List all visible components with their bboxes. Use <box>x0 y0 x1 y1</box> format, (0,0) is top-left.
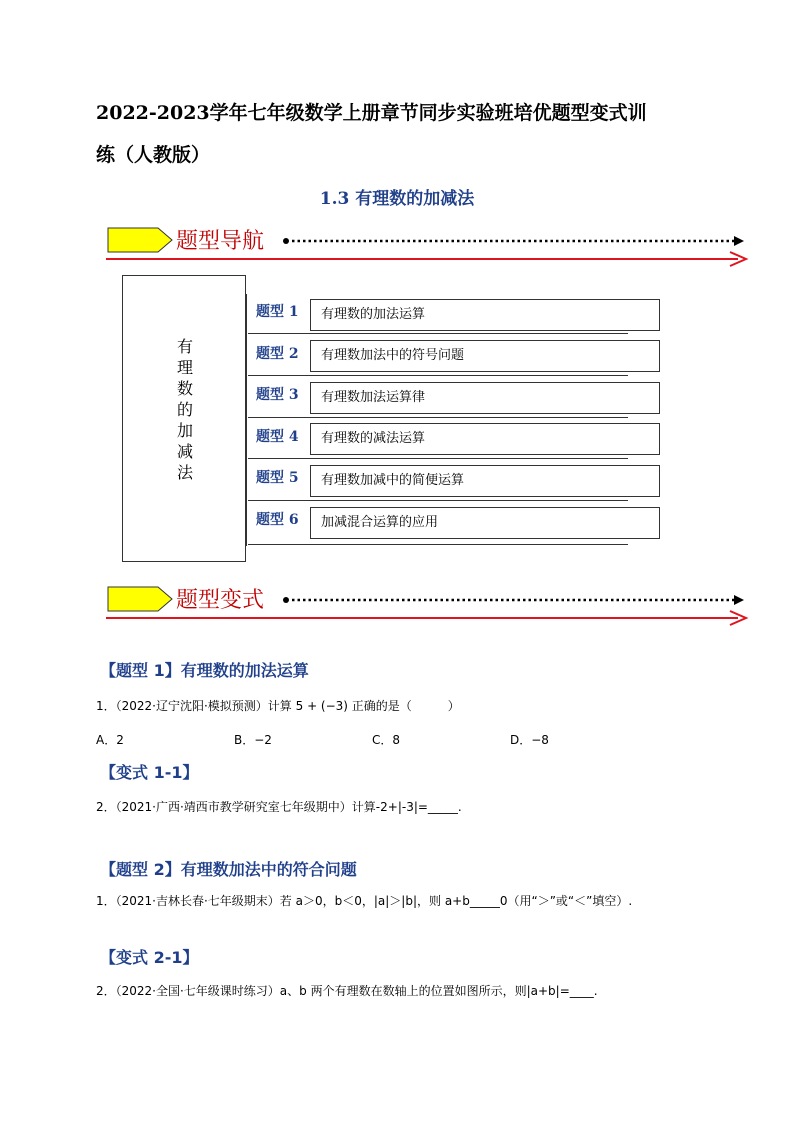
nav-item-label-6: 题型 6 <box>256 512 299 528</box>
question-1-1: 1．（2022·辽宁沈阳·模拟预测）计算 5 + (−3) 正确的是（ ） <box>96 699 460 713</box>
nav-row-divider <box>248 375 628 376</box>
nav-item-2[interactable]: 有理数加法中的符号问题 <box>310 340 660 372</box>
choice-d[interactable]: D．−8 <box>510 733 549 747</box>
section-heading-type-2: 【题型 2】有理数加法中的符合问题 <box>100 860 357 879</box>
nav-item-label-3: 题型 3 <box>256 387 299 403</box>
section-heading-type-1: 【题型 1】有理数的加法运算 <box>100 661 309 680</box>
section-heading-variant-2-1: 【变式 2-1】 <box>100 948 199 967</box>
nav-connector-line <box>246 294 247 546</box>
nav-item-label-4: 题型 4 <box>256 429 299 445</box>
nav-item-label-1: 题型 1 <box>256 304 299 320</box>
nav-item-1[interactable]: 有理数的加法运算 <box>310 299 660 331</box>
nav-char: 有 <box>176 337 193 356</box>
nav-char: 法 <box>176 463 193 482</box>
choice-c[interactable]: C．8 <box>372 733 401 747</box>
question-variant-2-1: 2．（2022·全国·七年级课时练习）a、b 两个有理数在数轴上的位置如图所示，则|a+b|=____. <box>96 984 598 998</box>
section-heading-variant-1-1: 【变式 1-1】 <box>100 763 199 782</box>
nav-banner-text: 题型导航 <box>176 229 265 254</box>
nav-row-divider <box>248 500 628 501</box>
nav-char: 数 <box>176 379 193 398</box>
choice-a[interactable]: A．2 <box>96 733 124 747</box>
nav-row-divider <box>248 333 628 334</box>
nav-char: 加 <box>176 421 193 440</box>
nav-char: 减 <box>176 442 193 461</box>
nav-item-6[interactable]: 加减混合运算的应用 <box>310 507 660 539</box>
nav-vertical-label <box>123 336 247 483</box>
nav-char: 理 <box>176 358 193 377</box>
section-title: 1.3 有理数的加减法 <box>319 189 475 209</box>
variants-banner <box>106 583 766 633</box>
nav-row-divider <box>248 544 628 545</box>
nav-item-5[interactable]: 有理数加减中的简便运算 <box>310 465 660 497</box>
nav-item-3[interactable]: 有理数加法运算律 <box>310 382 660 414</box>
nav-topic-box <box>122 275 246 562</box>
nav-item-4[interactable]: 有理数的减法运算 <box>310 423 660 455</box>
choice-b[interactable]: B．−2 <box>234 733 272 747</box>
variants-banner-text: 题型变式 <box>176 588 265 613</box>
document-title-line-1: 2022-2023学年七年级数学上册章节同步实验班培优题型变式训 <box>96 102 647 124</box>
nav-row-divider <box>248 417 628 418</box>
nav-banner <box>106 224 766 274</box>
question-2-1: 1．（2021·吉林长春·七年级期末）若 a＞0，b＜0，|a|＞|b|，则 a+b_____0（用“＞”或“＜”填空）. <box>96 894 633 908</box>
nav-row-divider <box>248 458 628 459</box>
nav-item-label-2: 题型 2 <box>256 346 299 362</box>
nav-item-label-5: 题型 5 <box>256 470 299 486</box>
nav-char: 的 <box>176 400 193 419</box>
question-variant-1-1: 2．（2021·广西·靖西市教学研究室七年级期中）计算-2+|-3|=_____. <box>96 800 462 814</box>
document-title-line-2: 练（人教版） <box>96 144 211 166</box>
